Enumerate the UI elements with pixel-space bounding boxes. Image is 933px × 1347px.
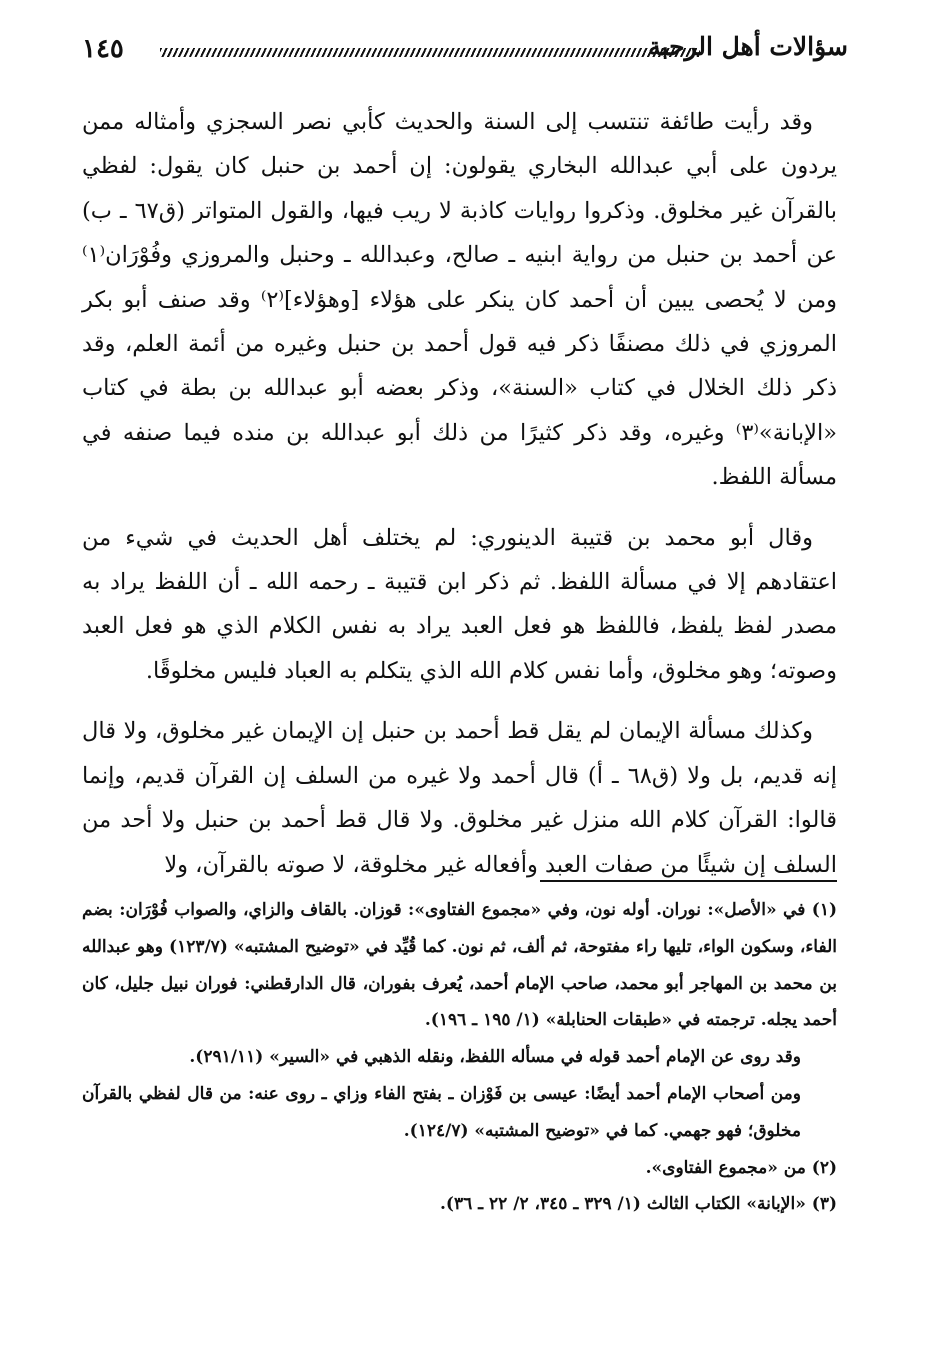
- footnote-marker: (٣): [811, 1194, 837, 1215]
- footnote-marker: (٢): [811, 1157, 837, 1178]
- footnote-text: في «الأصل»: نوران. أوله نون، وفي «مجموع الفتاوى»: قوزان. بالقاف والزاي، والصواب فُوْرَان: بضم الفاء، وسكون الواء، تليها راء مفتوحة، ثم ألف، ثم نون. كما قُيِّد في «توضيح المشتبه» (١٢٣/٧) وهو عبدالله بن محمد بن المهاجر أبو محمد، صاحب الإمام أحمد، يُعرف بفوران، قال الدارقطني: فوران نبيل جليل، كان أحمد يجله. ترجمته في «طبقات الحنابلة» (١/ ١٩٥ ـ ١٩٦).: [82, 900, 837, 1031]
- footnote-separator: [540, 880, 837, 882]
- header-ornament-rule: [160, 48, 700, 57]
- paragraph: وقال أبو محمد بن قتيبة الدينوري: لم يختلف أهل الحديث في شيء من اعتقادهم إلا في مسألة اللفظ. ثم ذكر ابن قتيبة ـ رحمه الله ـ أن اللفظ يراد به مصدر لفظ يلفظ، فاللفظ هو فعل العبد يراد به نفس الكلام الذي هو فعل العبد وصوته؛ وهو مخلوق، وأما نفس كلام الله الذي يتكلم به العباد فليس مخلوقًا.: [82, 524, 837, 684]
- footnote-text: من «مجموع الفتاوى».: [645, 1157, 806, 1178]
- page-header: [82, 32, 848, 72]
- footnote: [82, 892, 837, 1039]
- footnote: [82, 1150, 837, 1187]
- main-text: [82, 100, 837, 887]
- footnote-marker: (١): [811, 900, 837, 920]
- footnote-continuation: [82, 1039, 837, 1076]
- footnote-text: ومن أصحاب الإمام أحمد أيضًا: عيسى بن فَوْزان ـ بفتح الفاء وزاي ـ روى عنه: من قال لفظي بالقرآن مخلوق؛ فهو جهمي. كما في «توضيح المشتبه» (١٢٤/٧).: [82, 1083, 801, 1141]
- paragraph: وقد رأيت طائفة تنتسب إلى السنة والحديث كأبي نصر السجزي وأمثاله ممن يردون على أبي عبدالله البخاري يقولون: إن أحمد بن حنبل كان يقول: لفظي بالقرآن غير مخلوق. وذكروا روايات كاذبة لا ريب فيها، والقول المتواتر (ق٦٧ ـ ب) عن أحمد بن حنبل من رواية ابنيه ـ صالح، وعبدالله ـ وحنبل والمروزي وفُوْرَان⁽١⁾ ومن لا يُحصى يبين أن أحمد كان ينكر على هؤلاء [وهؤلاء]⁽٢⁾ وقد صنف أبو بكر المروزي في ذلك مصنفًا ذكر فيه قول أحمد بن حنبل وغيره من أئمة العلم، وقد ذكر ذلك الخلال في كتاب «السنة»، وذكر بعضه أبو عبدالله بن بطة في كتاب «الإبانة»⁽٣⁾ وغيره، وقد ذكر كثيرًا من ذلك أبو عبدالله بن منده فيما صنفه في مسألة اللفظ.: [82, 109, 837, 491]
- running-title: سؤالات أهل الرحبة: [648, 32, 848, 61]
- footnote: [82, 1186, 837, 1223]
- footnote-continuation: [82, 1076, 837, 1150]
- footnotes: [82, 892, 837, 1223]
- footnote-text: وقد روى عن الإمام أحمد قوله في مسأله اللفظ، ونقله الذهبي في «السير» (٢٩١/١١).: [189, 1047, 801, 1068]
- paragraph: وكذلك مسألة الإيمان لم يقل قط أحمد بن حنبل إن الإيمان غير مخلوق، ولا قال إنه قديم، بل ولا (ق٦٨ ـ أ) قال أحمد ولا غيره من السلف إن القرآن قديم، وإنما قالوا: القرآن كلام الله منزل غير مخلوق. ولا قال قط أحمد بن حنبل ولا أحد من السلف إن شيئًا من صفات العبد وأفعاله غير مخلوقة، لا صوته بالقرآن، ولا: [82, 718, 838, 878]
- footnote-text: «الإبانة» الكتاب الثالث (١/ ٣٢٩ ـ ٣٤٥، ٢/ ٢٢ ـ ٣٦).: [439, 1194, 806, 1215]
- page-number: ١٤٥: [82, 34, 124, 64]
